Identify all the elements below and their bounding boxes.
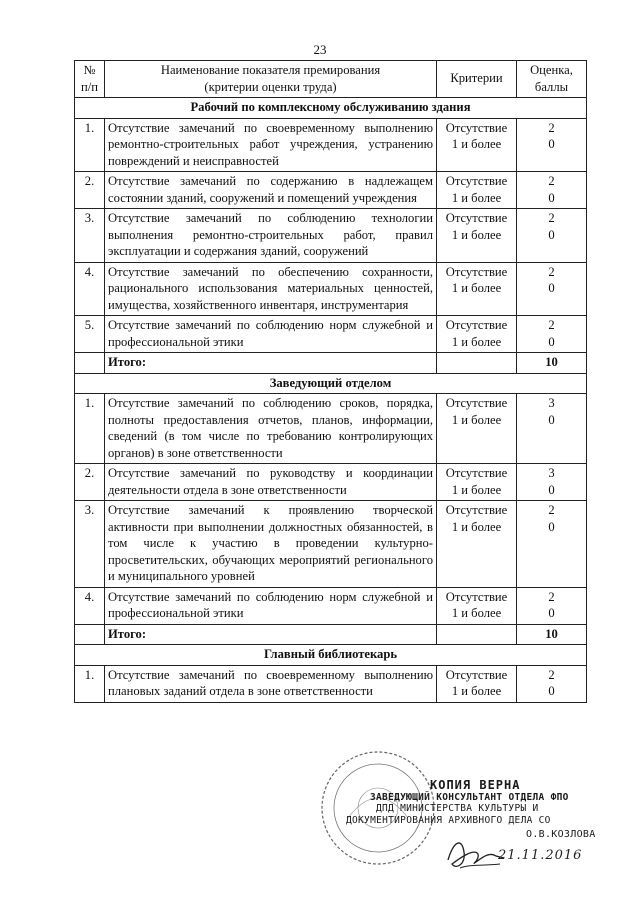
row-number: 5. [75, 316, 105, 353]
certification-line-3: ДОКУМЕНТИРОВАНИЯ АРХИВНОГО ДЕЛА СО [346, 814, 551, 826]
row-number: 3. [75, 209, 105, 263]
table-header-row [75, 61, 587, 98]
table-row [75, 316, 587, 353]
indicator-name: Отсутствие замечаний по своевременному выполнению плановых заданий отдела в зоне ответственности [105, 665, 437, 702]
table-row [75, 262, 587, 316]
indicator-name: Отсутствие замечаний по своевременному выполнению ремонтно-строительных работ учреждения, устранению повреждений и неисправностей [105, 118, 437, 172]
row-number: 2. [75, 464, 105, 501]
total-empty-cell [75, 624, 105, 645]
total-empty-cell [75, 353, 105, 374]
score-cell: 2 0 [517, 501, 587, 588]
section-title: Рабочий по комплексному обслуживанию здания [75, 98, 587, 119]
page-number: 23 [313, 42, 327, 57]
table-row [75, 665, 587, 702]
table-row [75, 172, 587, 209]
criteria-cell: Отсутствие 1 и более [437, 464, 517, 501]
indicator-name: Отсутствие замечаний по обеспечению сохранности, рационального использования материальных ценностей, имущества, хозяйственного инвентаря, инструментария [105, 262, 437, 316]
total-empty-cell [437, 624, 517, 645]
certification-line-2: ДПД МИНИСТЕРСТВА КУЛЬТУРЫ И [376, 803, 539, 814]
table-row [75, 464, 587, 501]
score-cell: 2 0 [517, 587, 587, 624]
table-row [75, 501, 587, 588]
signature-date: 21.11.2016 [498, 848, 583, 863]
criteria-cell: Отсутствие 1 и более [437, 394, 517, 464]
indicator-name: Отсутствие замечаний по соблюдению технологии выполнения ремонтно-строительных работ, правил эксплуатации и содержания зданий, сооружений [105, 209, 437, 263]
row-number: 2. [75, 172, 105, 209]
section-title: Главный библиотекарь [75, 645, 587, 666]
table-row [75, 209, 587, 263]
indicator-name: Отсутствие замечаний по содержанию в надлежащем состоянии зданий, сооружений и помещений учреждения [105, 172, 437, 209]
row-number: 1. [75, 665, 105, 702]
total-row [75, 624, 587, 645]
criteria-cell: Отсутствие 1 и более [437, 501, 517, 588]
total-value: 10 [517, 624, 587, 645]
indicator-name: Отсутствие замечаний к проявлению творческой активности при выполнении должностных обязанностей, в том числе к участию в проведении культурно-просветительских, обучающих мероприятий регионального и муниципального уровней [105, 501, 437, 588]
section-header-row [75, 98, 587, 119]
total-row [75, 353, 587, 374]
header-num: № п/п [75, 61, 105, 98]
criteria-cell: Отсутствие 1 и более [437, 316, 517, 353]
total-label: Итого: [105, 624, 437, 645]
table-row [75, 118, 587, 172]
score-cell: 3 0 [517, 394, 587, 464]
header-criteria: Критерии [437, 61, 517, 98]
section-header-row [75, 645, 587, 666]
certification-heading: КОПИЯ ВЕРНА [430, 778, 521, 792]
bonus-criteria-table [74, 60, 587, 703]
row-number: 4. [75, 262, 105, 316]
criteria-cell: Отсутствие 1 и более [437, 262, 517, 316]
score-cell: 2 0 [517, 262, 587, 316]
row-number: 4. [75, 587, 105, 624]
row-number: 1. [75, 118, 105, 172]
certification-line-1: ЗАВЕДУЮЩИЙ КОНСУЛЬТАНТ ОТДЕЛА ФПО [370, 791, 569, 803]
section-title: Заведующий отделом [75, 373, 587, 394]
total-empty-cell [437, 353, 517, 374]
indicator-name: Отсутствие замечаний по руководству и координации деятельности отдела в зоне ответственности [105, 464, 437, 501]
total-label: Итого: [105, 353, 437, 374]
indicator-name: Отсутствие замечаний по соблюдению норм служебной и профессиональной этики [105, 587, 437, 624]
criteria-cell: Отсутствие 1 и более [437, 209, 517, 263]
score-cell: 3 0 [517, 464, 587, 501]
criteria-cell: Отсутствие 1 и более [437, 665, 517, 702]
score-cell: 2 0 [517, 172, 587, 209]
criteria-cell: Отсутствие 1 и более [437, 118, 517, 172]
score-cell: 2 0 [517, 209, 587, 263]
table-row [75, 394, 587, 464]
score-cell: 2 0 [517, 665, 587, 702]
score-cell: 2 0 [517, 118, 587, 172]
total-value: 10 [517, 353, 587, 374]
criteria-cell: Отсутствие 1 и более [437, 172, 517, 209]
indicator-name: Отсутствие замечаний по соблюдению сроков, порядка, полноты предоставления отчетов, планов, информации, сведений (в том числе по требованию контролирующих органов) в зоне ответственности [105, 394, 437, 464]
criteria-cell: Отсутствие 1 и более [437, 587, 517, 624]
section-header-row [75, 373, 587, 394]
row-number: 3. [75, 501, 105, 588]
row-number: 1. [75, 394, 105, 464]
certification-signer: О.В.КОЗЛОВА [526, 829, 596, 840]
indicator-name: Отсутствие замечаний по соблюдению норм служебной и профессиональной этики [105, 316, 437, 353]
table-body [75, 98, 587, 703]
score-cell: 2 0 [517, 316, 587, 353]
header-score: Оценка, баллы [517, 61, 587, 98]
table-row [75, 587, 587, 624]
header-name: Наименование показателя премирования (критерии оценки труда) [105, 61, 437, 98]
